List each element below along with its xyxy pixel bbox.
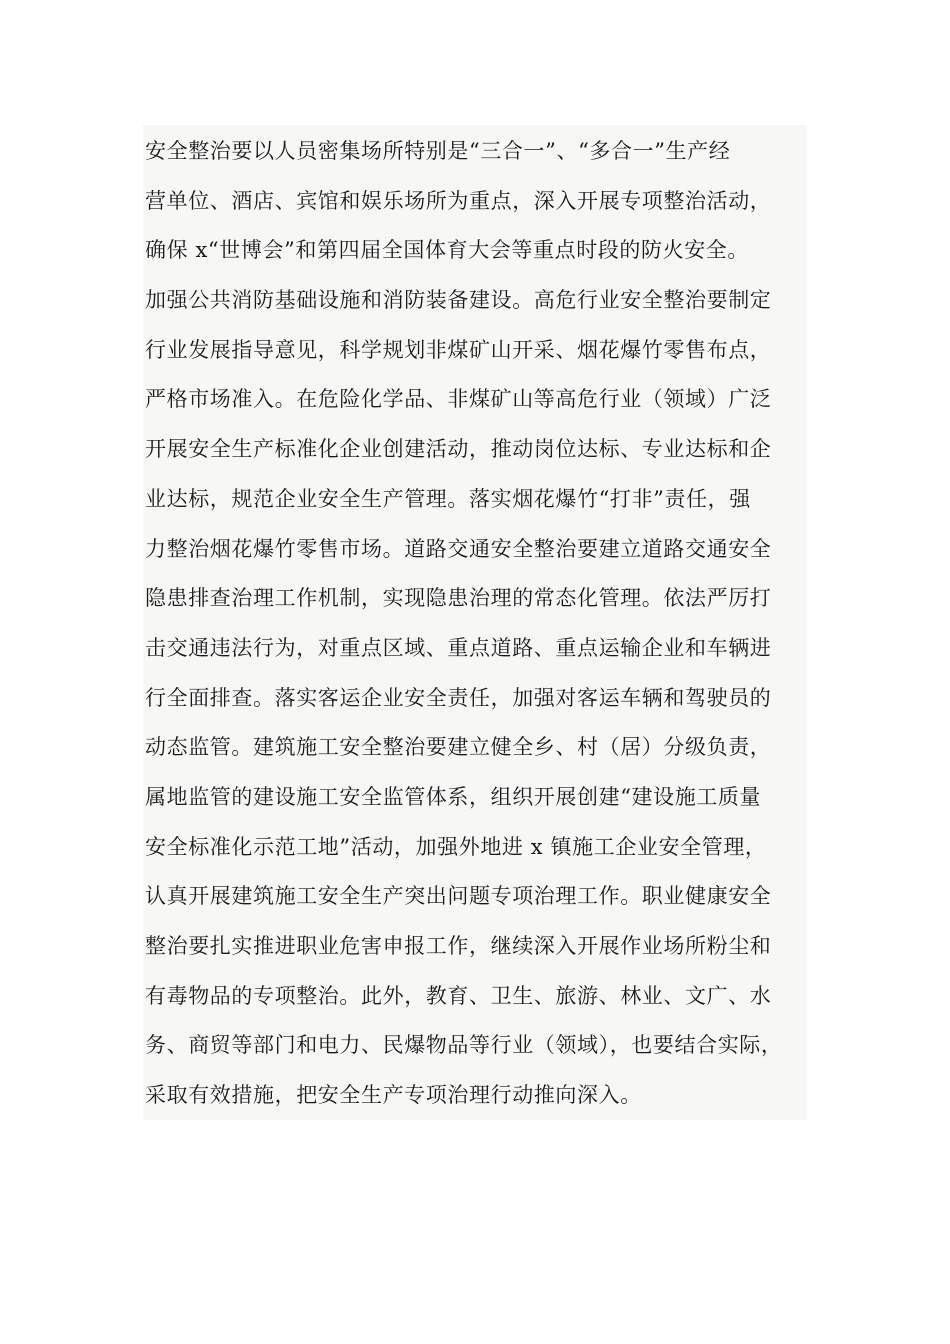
- text-line: 隐患排查治理工作机制，实现隐患治理的常态化管理。依法严厉打: [145, 586, 772, 611]
- text-line: 务、商贸等部门和电力、民爆物品等行业（领域），也要结合实际，: [145, 1033, 783, 1058]
- text-line: 营单位、酒店、宾馆和娱乐场所为重点，深入开展专项整治活动，: [145, 188, 772, 213]
- text-line: 属地监管的建设施工安全监管体系，组织开展创建“建设施工质量: [145, 784, 762, 809]
- text-line: 击交通违法行为，对重点区域、重点道路、重点运输企业和车辆进: [145, 635, 772, 660]
- text-line: 认真开展建筑施工安全生产突出问题专项治理工作。职业健康安全: [145, 884, 772, 909]
- text-line: 安全标准化示范工地”活动，加强外地进 x 镇施工企业安全管理，: [145, 834, 767, 859]
- text-line: 安全整治要以人员密集场所特别是“三合一”、“多合一”生产经: [145, 139, 731, 163]
- text-line: 行全面排查。落实客运企业安全责任，加强对客运车辆和驾驶员的: [145, 685, 772, 710]
- text-line: 严格市场准入。在危险化学品、非煤矿山等高危行业（领域）广泛: [145, 387, 772, 412]
- text-line: 动态监管。建筑施工安全整治要建立健全乡、村（居）分级负责，: [145, 735, 772, 760]
- text-line: 行业发展指导意见，科学规划非煤矿山开采、烟花爆竹零售布点，: [145, 337, 772, 362]
- text-line: 力整治烟花爆竹零售市场。道路交通安全整治要建立道路交通安全: [145, 536, 772, 561]
- text-line: 整治要扎实推进职业危害申报工作，继续深入开展作业场所粉尘和: [145, 934, 772, 958]
- text-line: 采取有效措施，把安全生产专项治理行动推向深入。: [145, 1083, 642, 1108]
- body-text: [143, 125, 807, 1120]
- text-line: 加强公共消防基础设施和消防装备建设。高危行业安全整治要制定: [145, 288, 772, 313]
- text-line: 开展安全生产标准化企业创建活动，推动岗位达标、专业达标和企: [145, 437, 772, 462]
- text-line: 确保 x“世博会”和第四届全国体育大会等重点时段的防火安全。: [145, 238, 749, 263]
- text-line: 业达标，规范企业安全生产管理。落实烟花爆竹“打非”责任，强: [145, 486, 751, 511]
- text-line: 有毒物品的专项整治。此外，教育、卫生、旅游、林业、文广、水: [145, 983, 772, 1008]
